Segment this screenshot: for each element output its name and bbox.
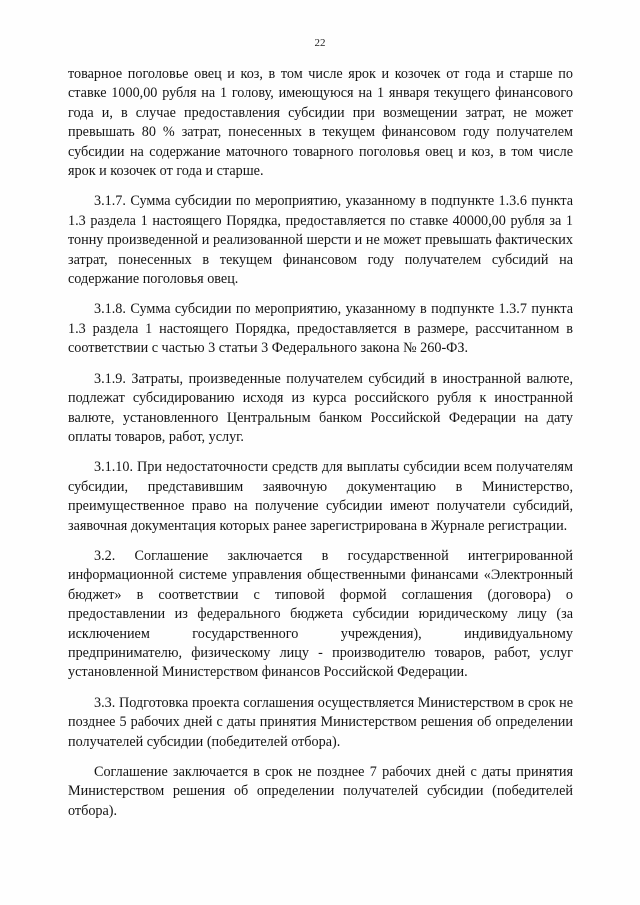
paragraph-3-1-7: 3.1.7. Сумма субсидии по мероприятию, указанному в подпункте 1.3.6 пункта 1.3 раздела 1 настоящего Порядка, предоставляется по ставке 40000,00 рубля за 1 тонну произведенной и реализованной шерсти и не может превышать фактических затрат, понесенных в текущем финансовом году получателем субсидий на содержание поголовья овец. xyxy=(68,193,573,288)
page-number: 22 xyxy=(314,37,326,49)
paragraph-3-3: 3.3. Подготовка проекта соглашения осуществляется Министерством в срок не позднее 5 рабочих дней с даты принятия Министерством решения об определении получателей субсидии (победителей отбора). xyxy=(68,694,573,750)
paragraph-continuation: товарное поголовье овец и коз, в том числе ярок и козочек от года и старше по ставке 1000,00 рубля на 1 голову, имеющуюся на 1 января текущего финансового года и, в случае предоставления субсидии при возмещении затрат, не может превышать 80 % затрат, понесенных в текущем финансовом году получателем субсидии на содержание маточного товарного поголовья овец и коз, в том числе ярок и козочек от года и старше. xyxy=(68,66,573,180)
paragraph-3-2: 3.2. Соглашение заключается в государственной интегрированной информационной системе управления общественными финансами «Электронный бюджет» в соответствии с типовой формой соглашения (договора) о предоставлении из федерального бюджета субсидии юридическому лицу (за исключением государственного учреждения), индивидуальному предпринимателю, физическому лицу - производителю товаров, работ, услуг установленной Министерством финансов Российской Федерации. xyxy=(68,547,573,681)
paragraph-3-1-8: 3.1.8. Сумма субсидии по мероприятию, указанному в подпункте 1.3.7 пункта 1.3 раздела 1 настоящего Порядка, предоставляется в размере, рассчитанном в соответствии с частью 3 статьи 3 Федерального закона № 260-ФЗ. xyxy=(68,301,573,357)
paragraph-3-1-9: 3.1.9. Затраты, произведенные получателем субсидий в иностранной валюте, подлежат субсидированию исходя из курса российского рубля к иностранной валюте, установленного Центральным банком Российской Федерации на дату оплаты товаров, работ, услуг. xyxy=(68,370,573,445)
document-body xyxy=(68,65,573,821)
paragraph-3-1-10: 3.1.10. При недостаточности средств для выплаты субсидии всем получателям субсидии, представившим заявочную документацию в Министерство, преимущественное право на получение субсидии имеют получатели субсидий, заявочная документация которых ранее зарегистрирована в Журнале регистрации. xyxy=(68,459,573,534)
paragraph-agreement-term: Соглашение заключается в срок не позднее 7 рабочих дней с даты принятия Министерством решения об определении получателей субсидии (победителей отбора). xyxy=(68,764,573,819)
